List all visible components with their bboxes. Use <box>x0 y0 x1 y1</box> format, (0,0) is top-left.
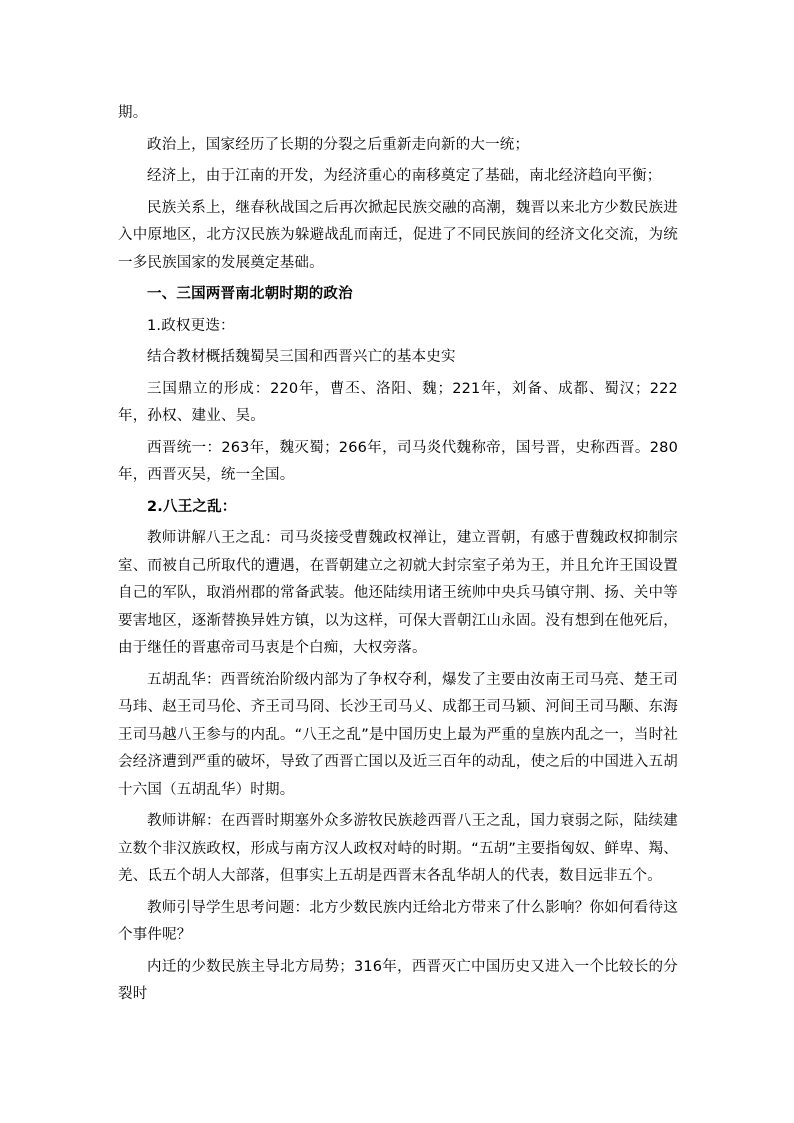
paragraph-migration-impact: 内迁的少数民族主导北方局势；316年，西晋灭亡中国历史又进入一个比较长的分裂时 <box>118 958 678 1002</box>
paragraph-continuation: 期。 <box>118 105 148 121</box>
subheading-eight-princes: 2.八王之乱： <box>147 498 237 515</box>
paragraph-ethnic-relations: 民族关系上，继春秋战国之后再次掀起民族交融的高潮，魏晋以来北方少数民族进入中原地区，北方汉民族为躲避战乱而南迁，促进了不同民族间的经济文化交流，为统一多民族国家的发展奠定基础。 <box>118 199 678 271</box>
paragraph-teacher-question: 教师引导学生思考问题：北方少数民族内迁给北方带来了什么影响？你如何看待这个事件呢？ <box>118 899 678 943</box>
document-body <box>118 100 678 1013</box>
subheading-regime-change: 1.政权更迭： <box>147 317 235 334</box>
paragraph-economy: 经济上，由于江南的开发，为经济重心的南移奠定了基础，南北经济趋向平衡； <box>147 168 662 184</box>
paragraph-textbook-summary: 结合教材概括魏蜀吴三国和西晋兴亡的基本史实 <box>147 349 456 365</box>
paragraph-three-kingdoms: 三国鼎立的形成：220年，曹丕、洛阳、魏；221年，刘备、成都、蜀汉；222年，孙权、建业、吴。 <box>118 380 678 424</box>
paragraph-five-barbarians: 五胡乱华：西晋统治阶级内部为了争权夺利，爆发了主要由汝南王司马亮、楚王司马玮、赵王司马伦、齐王司马冏、长沙王司马乂、成都王司马颖、河间王司马颙、东海王司马越八王参与的内乱。“八王之乱”是中国历史上最为严重的皇族内乱之一，当时社会经济遭到严重的破坏，导致了西晋亡国以及近三百年的动乱，使之后的中国进入五胡十六国（五胡乱华）时期。 <box>118 671 678 798</box>
section-heading-politics: 一、三国两晋南北朝时期的政治 <box>147 286 353 302</box>
paragraph-teacher-explains-five-hu: 教师讲解：在西晋时期塞外众多游牧民族趁西晋八王之乱，国力衰弱之际，陆续建立数个非汉族政权，形成与南方汉人政权对峙的时期。“五胡”主要指匈奴、鲜卑、羯、羌、氐五个胡人大部落，但事实上五胡是西晋末各乱华胡人的代表，数目远非五个。 <box>118 813 678 884</box>
paragraph-western-jin-unification: 西晋统一：263年，魏灭蜀；266年，司马炎代魏称帝，国号晋，史称西晋。280年，西晋灭吴，统一全国。 <box>118 439 678 483</box>
paragraph-teacher-explains-eight-princes: 教师讲解八王之乱：司马炎接受曹魏政权禅让，建立晋朝，有感于曹魏政权抑制宗室、而被自己所取代的遭遇，在晋朝建立之初就大封宗室子弟为王，并且允许王国设置自己的军队，取消州郡的常备武装。他还陆续用诸王统帅中央兵马镇守荆、扬、关中等要害地区，逐渐替换异姓方镇，以为这样，可保大晋朝江山永固。没有想到在他死后，由于继任的晋惠帝司马衷是个白痴，大权旁落。 <box>118 530 678 656</box>
paragraph-politics: 政治上，国家经历了长期的分裂之后重新走向新的大一统； <box>147 136 530 153</box>
